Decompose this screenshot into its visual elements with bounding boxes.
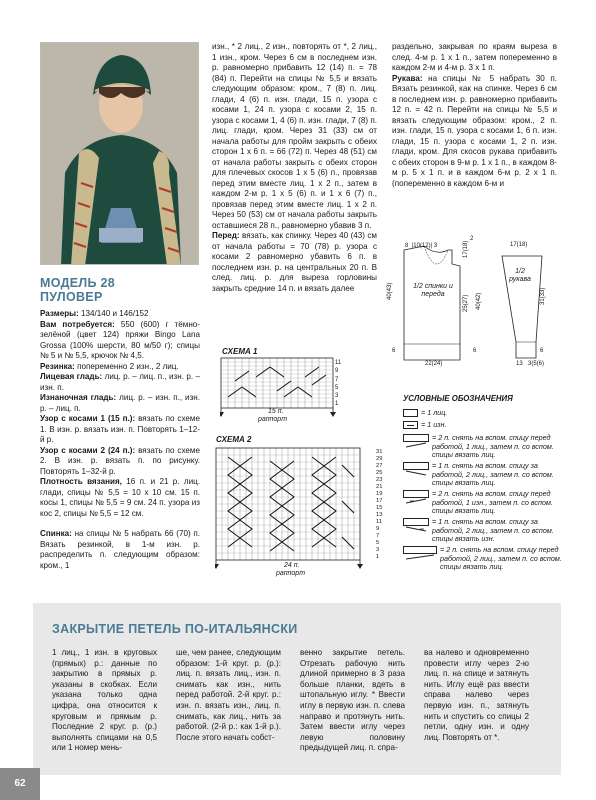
legend-cable-5: = 2 п. снять на вспом. спицу перед работой, 2 лиц., затем п. со вспом. спицы вязать лиц. — [440, 545, 562, 572]
pattern-sleeve-rib: 6 — [540, 348, 544, 354]
schema-1-repeat-label: раппорт — [258, 416, 288, 423]
pattern-sleeve-length: 31(33) — [540, 287, 546, 305]
model-photo — [40, 42, 199, 265]
legend-purl-symbol — [403, 421, 418, 429]
pattern-front-left-rib: 6 — [392, 348, 396, 354]
legend-purl: = 1 изн. — [421, 420, 447, 429]
pattern-sleeve-outline — [496, 240, 558, 372]
schema-2-title: СХЕМА 2 — [216, 435, 252, 444]
cable-3-icon — [404, 498, 428, 504]
text-column-2 — [212, 42, 377, 294]
page-number: 62 — [0, 768, 40, 800]
italian-bind-off-col-4: ва налево и одновременно провести иглу через 2-ю лиц. п. на спице и затянуть нить. Иглу ещё раз ввести справа налево через первую изн. п., затянуть нить и спустить со спицы 2 петли, одну изн. и одну лиц. Повторять от *. — [424, 648, 529, 742]
model-name: ПУЛОВЕР — [40, 289, 103, 304]
pattern-front-width: 22(24) — [425, 361, 443, 367]
model-title — [40, 277, 115, 304]
pattern-front-top-labels: 8 |10(12)| 3 — [405, 243, 438, 249]
schema-2-row-numbers: 31 29 27 25 23 21 19 17 15 13 11 9 7 5 3 1 — [376, 449, 383, 560]
schema-2-repeat-label: раппорт — [276, 570, 306, 577]
pattern-sleeve-cuff-right: 3(5(6) — [528, 361, 545, 367]
legend-cable-3: = 2 п. снять на вспом. спицу перед работой, 1 изн., затем п. со вспом. спицы вязать лиц. — [432, 489, 553, 516]
italian-bind-off-col-1: 1 лиц., 1 изн. в круговых (прямых) р.: данные по закрытию в прямых р. указаны в скобках. Если указана только одна цифра, она относится к круговым и прямым р. Последние 2 круг. р. (р.) выполнять спицами на 0,5 или 1 номер мень- — [52, 648, 157, 753]
legend-cable-4: = 1 п. снять на вспом. спицу за работой, 2 лиц., затем п. со вспом. спицы вязать изн. — [432, 517, 554, 544]
pattern-front-neck-depth: 2 — [470, 236, 474, 242]
italian-bind-off-title: ЗАКРЫТИЕ ПЕТЕЛЬ ПО-ИТАЛЬЯНСКИ — [52, 622, 298, 636]
text-column-1 — [40, 309, 200, 571]
legend-knit: = 1 лиц. — [421, 408, 448, 417]
legend-title: УСЛОВНЫЕ ОБОЗНАЧЕНИЯ — [403, 394, 513, 403]
cable-5-icon — [404, 554, 436, 560]
pattern-front-rib-height: 6 — [473, 348, 477, 354]
col1-back: Спинка: на спицы № 5 набрать 66 (70) п. Вязать резинкой, в 1-м изн. р. распределить п. следующим образом: кром., 1 — [40, 529, 200, 570]
col1-cable-1: Узор с косами 1 (15 п.): вязать по схеме 1. В изн. р. вязать изн. п. Повторять 1–12-й р. — [40, 414, 200, 444]
schema-2-width-label: 24 п. — [284, 562, 300, 569]
col2-back-continued: изн., * 2 лиц., 2 изн., повторять от *, 2 лиц., 1 изн., кром. Через 6 см в последнем изн. р. равномерно прибавить 12 (14) п. = 78 (84) п. Перейти на спицы № 5,5 и вязать следующим образом: кром., 7 (8) п. лиц. глади, 4 (6) п. изн. глади, 15 п. узора с косами 1, 24 п. узора с косами 2, 15 п. узора с косами 1, 4 (6) п. изн. глади, 7 (8) п. лиц. глади, кром. Через 31 (33) см от начала работы для пройм закрыть с обеих сторон 1 х 6 п. = 66 (72) п. Через 48 (51) см от начала работы закрыть с обеих сторон для плечевых скосов 1 х 5 (6) п., провязав перед этим вместе лиц. 1 х 2 п., затем в каждом 2-м р. 1 х 5 (6) п. и 1 х 6 (7) п., провязав перед этим вместе лиц. 1 х 2 п. Через 50 (53) см от начала работы закрыть оставшиеся 28 п., равномерно убавив 3 п. — [212, 42, 377, 230]
schema-1-width-label: 15 п. — [268, 408, 284, 415]
pattern-front-armhole: 17(18) — [463, 240, 469, 258]
legend-cable-4-symbol — [403, 518, 429, 526]
pattern-sleeve-top: 17(18) — [510, 242, 528, 248]
col2-front: Перед: вязать, как спинку. Через 40 (43) см от начала работы = 70 (78) р. узора с косами 2 равномерно убавить 6 п. в последнем изн. р. на центральных 20 п. В след. лиц. р. для выреза горловины закрыть средние 14 п. и вязать далее — [212, 231, 377, 293]
italian-bind-off-col-2: ше, чем ранее, следующим образом: 1-й круг. р. (р.): лиц. п. вязать лиц., изн. п. снимать как изн., нить перед работой. 2-й круг. р.: изн. п. вязать изн., лиц. п. снимать, как лиц., нить за работой. (2-й р.: как 1-й р.). После этого начать собст- — [176, 648, 281, 742]
model-photo-illustration — [41, 43, 199, 265]
legend-cable-5-symbol — [403, 546, 437, 554]
cable-1-icon — [404, 442, 428, 448]
legend-cable-1-symbol — [403, 434, 429, 442]
schema-1-row-numbers: 11 9 7 5 3 1 — [335, 360, 342, 408]
pattern-front-total-length: 40(42) — [476, 292, 482, 310]
schema-2-chart — [215, 447, 375, 577]
col3-front-continued: раздельно, закрывая по краям выреза в след. 4-м р. 1 х 1 п., затем попеременно в каждом 2-м и 4-м р. 3 х 1 п. — [392, 42, 557, 72]
legend-cable-3-symbol — [403, 490, 429, 498]
legend-knit-symbol — [403, 409, 418, 417]
legend-cable-1: = 2 п. снять на вспом. спицу перед работой, 1 лиц., затем п. со вспом. спицы вязать лиц. — [432, 433, 554, 460]
col1-gauge: Плотность вязания, 16 п. и 21 р. лиц. глади, спицы № 5,5 = 10 х 10 см. 15 п. косы 1, спицы № 5,5 = 9 см. 24 п. узора из кос 2, спицы № 5,5 = 12 см. — [40, 477, 200, 518]
cable-2-icon — [404, 470, 428, 476]
legend-cable-2: = 1 п. снять на вспом. спицу за работой, 2 лиц., затем п. со вспом. спицы вязать лиц. — [432, 461, 554, 488]
pattern-sleeve-cuff: 13 — [516, 361, 523, 367]
col1-reverse-stockinette: Изнаночная гладь: лиц. р. – изн. п., изн. р. – лиц. п. — [40, 393, 200, 413]
model-number: МОДЕЛЬ 28 — [40, 276, 116, 290]
cable-4-icon — [404, 526, 428, 532]
col1-rib: Резинка: попеременно 2 изн., 2 лиц. — [40, 361, 179, 371]
legend-cable-2-symbol — [403, 462, 429, 470]
pattern-front-left-dim: 40(43) — [387, 282, 393, 300]
pattern-front-label: 1/2 спинки и переда — [413, 283, 453, 298]
text-column-3 — [392, 42, 557, 189]
pattern-sleeve-label: 1/2 рукава — [509, 268, 531, 283]
schema-1-title: СХЕМА 1 — [222, 347, 258, 356]
schema-2-grid — [215, 447, 375, 577]
col1-stockinette: Лицевая гладь: лиц. р. – лиц. п., изн. р. – изн. п. — [40, 372, 200, 392]
italian-bind-off-col-3: венно закрытие петель. Отрезать рабочую нить длиной примерно в 3 раза больше планки, вдеть в штопальную иглу. * Ввести иглу в первую изн. п. слева направо и протянуть нить. Затем ввести иглу через левую половину предыдущей лиц. п. спра- — [300, 648, 405, 753]
pattern-front-side-length: 25(27) — [463, 294, 469, 312]
pattern-sleeve — [496, 240, 558, 372]
col3-sleeves: Рукава: на спицы № 5 набрать 30 п. Вязать резинкой, как на спинке. Через 6 см в последнем изн. р. равномерно прибавить 12 п. = 42 п. Перейти на спицы № 5,5 и вязать следующим образом: кром., 2 п. изн. глади, 15 п. узора с косами 1, 6 п. изн. глади, 15 п. узора с косами 1, 2 п. изн. глади, кром. Для скосов рукава прибавить с обеих сторон в 9-м р. 1 х 1 п., в каждом 8-м р. 5 х 1 п. и в каждом 6-м р. 2 х 1 п. (попеременно в каждом 6-м и — [392, 73, 557, 188]
col1-sizes: Размеры: 134/140 и 146/152 — [40, 309, 149, 318]
col1-cable-2: Узор с косами 2 (24 п.): вязать по схеме 2. В изн. р. вязать п. по рисунку. Повторять 1–32-й р. — [40, 445, 200, 476]
col1-materials: Вам потребуется: 550 (600) г тёмно-зелёной (цвет 124) пряжи Bingo Lana Grossa (100% шерсти, 80 м/50 г); спицы № 5 и № 5,5, крючок № 4,5. — [40, 319, 200, 360]
